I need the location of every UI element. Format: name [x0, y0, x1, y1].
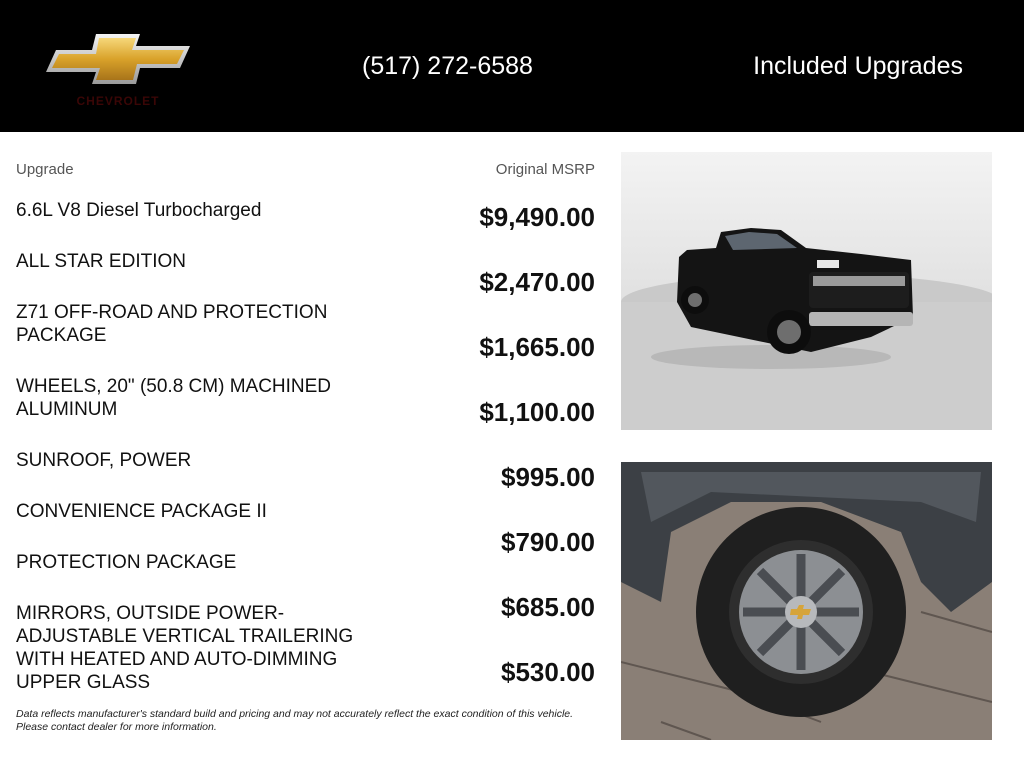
price-value: $995.00	[501, 462, 595, 492]
column-header-msrp: Original MSRP	[495, 161, 595, 178]
upgrade-item: ALL STAR EDITION	[16, 251, 186, 272]
brand-wordmark: CHEVROLET	[76, 94, 160, 108]
price-value: $2,470.00	[479, 267, 595, 297]
price-value: $1,665.00	[479, 332, 595, 362]
price-value: $1,100.00	[479, 397, 595, 427]
wheel-detail-photo	[621, 462, 992, 740]
price-value: $9,490.00	[479, 202, 595, 232]
disclaimer-note	[16, 708, 606, 734]
page-title: Included Upgrades	[753, 52, 963, 80]
price-value: $530.00	[501, 657, 595, 687]
upgrade-list	[16, 199, 416, 722]
chevrolet-bowtie-logo	[44, 34, 192, 84]
disclaimer-line: Please contact dealer for more information.	[16, 721, 217, 733]
upgrade-item: 6.6L V8 Diesel Turbocharged	[16, 200, 262, 221]
upgrade-item: CONVENIENCE PACKAGE II	[16, 501, 267, 522]
upgrade-item: WHEELS, 20" (50.8 CM) MACHINED ALUMINUM	[16, 376, 332, 420]
truck-photo	[621, 152, 992, 430]
column-header-upgrade: Upgrade	[16, 161, 74, 178]
price-value: $685.00	[501, 592, 595, 622]
upgrade-item: PROTECTION PACKAGE	[16, 552, 237, 573]
dealer-phone[interactable]: (517) 272-6588	[362, 52, 533, 80]
price-value: $790.00	[501, 527, 595, 557]
upgrade-item: Z71 OFF-ROAD AND PROTECTION PACKAGE	[16, 302, 328, 346]
header-bar	[0, 0, 1024, 132]
upgrade-item: SUNROOF, POWER	[16, 450, 192, 471]
price-list	[420, 200, 595, 720]
disclaimer-line: Data reflects manufacturer's standard build and pricing and may not accurately reflect the exact condition of this vehicle.	[16, 708, 574, 720]
upgrade-item: MIRRORS, OUTSIDE POWER-ADJUSTABLE VERTICAL TRAILERING WITH HEATED AND AUTO-DIMMING UPPER GLASS	[16, 603, 354, 693]
